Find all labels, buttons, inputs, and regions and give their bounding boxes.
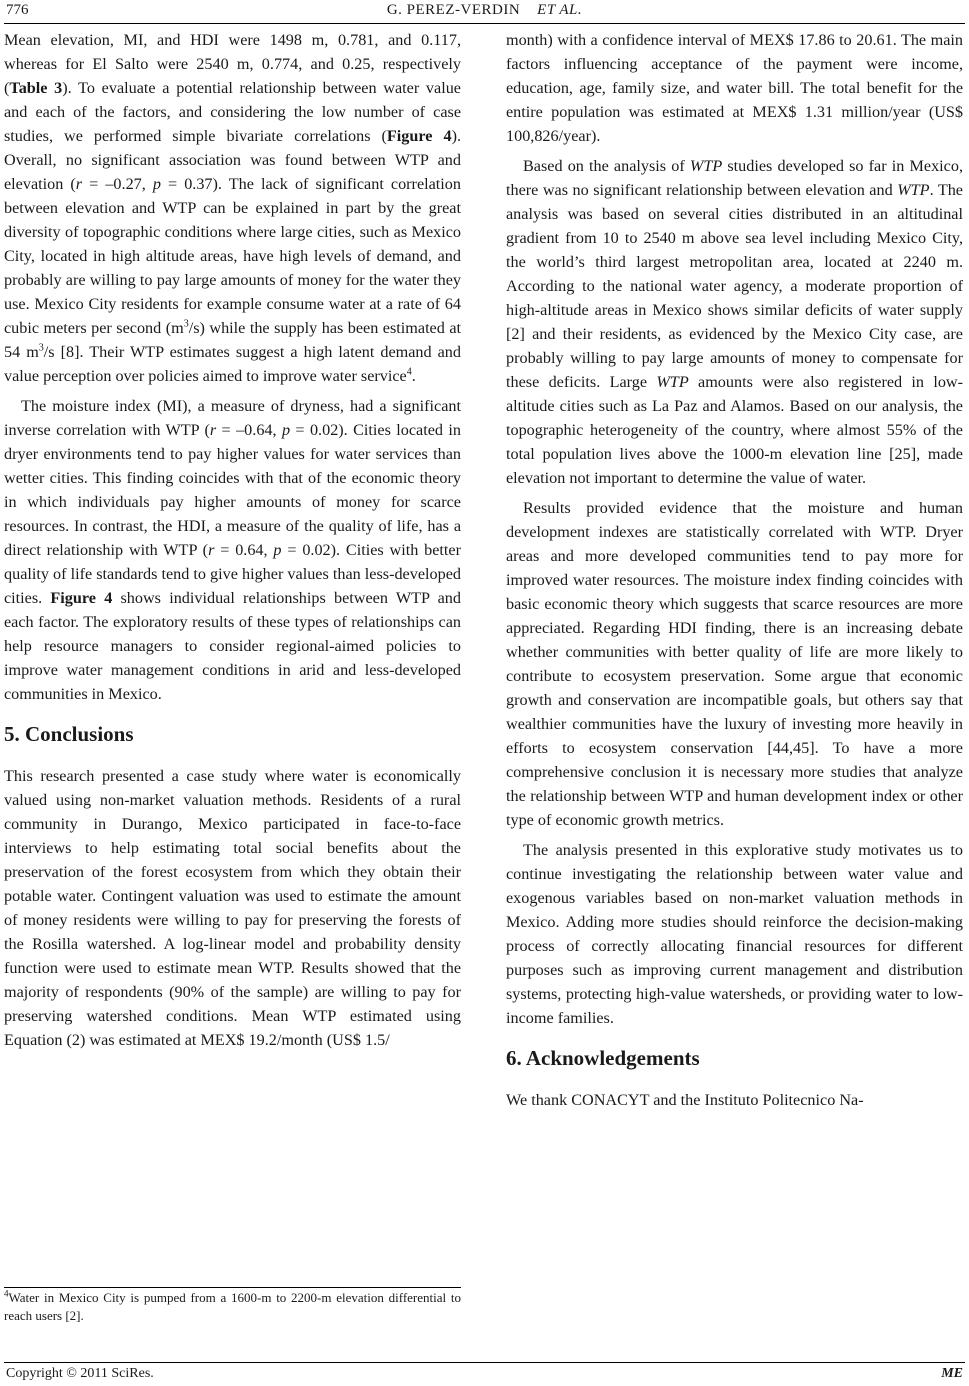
- footer-rule: [4, 1362, 965, 1363]
- running-head-authors: G. PEREZ-VERDIN: [386, 2, 521, 18]
- right-column: [506, 28, 963, 1112]
- journal-abbreviation: ME: [941, 1366, 963, 1381]
- paragraph-explorative: The analysis presented in this explorative study motivates us to continue investigating the relationship between water value and exogenous variables based on non-market valuation methods in Mexico. Adding more studies should reinforce the decision-making process of correctly allocating financial resources for different purposes such as improving current management and distribution systems, protecting high-value watersheds, or providing water to low-income families.: [506, 841, 963, 1027]
- footnote-text: Water in Mexico City is pumped from a 1600-m to 2200-m elevation differential to reach users [2].: [4, 1290, 461, 1323]
- paragraph-correlation: Mean elevation, MI, and HDI were 1498 m, 0.781, and 0.117, whereas for El Salto were 2540 m, 0.774, and 0.25, respectively (Table 3). To evaluate a potential relationship between water value and each of the factors, and considering the low number of case studies, we performed simple bivariate correlations (Figure 4). Overall, no significant association was found between WTP and elevation (r = –0.27, p = 0.37). The lack of significant correlation between elevation and WTP can be explained in part by the great diversity of topographic conditions where large cities, such as Mexico City, located in high altitude areas, have high levels of demand, and probably are willing to pay large amounts of money for the water they use. Mexico City residents for example consume water at a rate of 64 cubic meters per second $(m^3/s)$ while the supply has been estimated at 54 $m^3/s$ [8]. Their WTP estimates suggest a high latent demand and value perception over policies aimed to improve water service$^4$.: [4, 31, 461, 385]
- paragraph-moisture-index: The moisture index (MI), a measure of dryness, had a significant inverse correlation with WTP (r = –0.64, p = 0.02). Cities located in dryer environments tend to pay higher values for water services than wetter cities. This finding coincides with that of the economic theory in which individuals pay higher amounts of money for scarce resources. In contrast, the HDI, a measure of the quality of life, has a direct relationship with WTP (r = 0.64, p = 0.02). Cities with better quality of life standards tend to give higher values than less-developed cities. Figure 4 shows individual relationships between WTP and each factor. The exploratory results of these types of relationships can help resource managers to consider regional-aimed policies to improve water management conditions in arid and less-developed communities in Mexico.: [4, 397, 462, 703]
- heading-acknowledgements: 6. Acknowledgements: [506, 1046, 700, 1070]
- footnote-rule: [4, 1287, 461, 1288]
- running-head: [0, 2, 969, 19]
- paragraph-acknowledgements: We thank CONACYT and the Instituto Politecnico Na-: [506, 1091, 864, 1109]
- header-rule: [4, 23, 965, 24]
- page-header: [0, 0, 969, 26]
- heading-conclusions: 5. Conclusions: [4, 722, 134, 746]
- paragraph-conclusions: This research presented a case study where water is economically valued using non-market valuation methods. Residents of a rural community in Durango, Mexico participated in face-to-face interviews to help estimating total social benefits about the preservation of the forest ecosystem from which they obtain their potable water. Contingent valuation was used to estimate the amount of money residents were willing to pay for preserving the forests of the Rosilla watershed. A log-linear model and probability density function were used to estimate mean WTP. Results showed that the majority of respondents (90% of the sample) are willing to pay for preserving watershed conditions. Mean WTP estimated using Equation (2) was estimated at MEX$ 19.2/month (US$ 1.5/: [4, 767, 461, 1049]
- running-head-et-al: ET AL.: [537, 2, 583, 18]
- paragraph-elevation: Based on the analysis of WTP studies developed so far in Mexico, there was no significant relationship between elevation and WTP. The analysis was based on several cities distributed in an altitudinal gradient from 10 to 2540 m above sea level including Mexico City, the world’s third largest metropolitan area, located at 2240 m. According to the national water agency, a moderate proportion of high-altitude areas in Mexico shows similar deficits of water supply [2] and their residents, as evidenced by the Mexico City case, are probably willing to pay large amounts of money to compensate for these deficits. Large WTP amounts were also registered in low-altitude cities such as La Paz and Alamos. Based on our analysis, the topographic heterogeneity of the country, where almost 55% of the total population lives above the 1000-m elevation line [25], made elevation not important to determine the value of water.: [506, 157, 963, 487]
- paragraph-confidence-interval: month) with a confidence interval of MEX$ 17.86 to 20.61. The main factors influencing acceptance of the payment were income, education, age, family size, and water bill. The total benefit for the entire population was estimated at MEX$ 1.31 million/year (US$ 100,826/year).: [506, 31, 963, 145]
- copyright-notice: Copyright © 2011 SciRes.: [6, 1366, 154, 1381]
- left-column: [4, 28, 461, 1052]
- paragraph-results: Results provided evidence that the moisture and human development indexes are statistically correlated with WTP. Dryer areas and more developed communities tend to pay more for improved water resources. The moisture index finding coincides with basic economic theory which suggests that scarce resources are more appreciated. Regarding HDI finding, there is an increasing debate whether communities with better quality of life are more likely to contribute to ecosystem preservation. Some argue that economic growth and conservation are incompatible goals, but others say that wealthier communities have the luxury of investing more heavily in efforts to ecosystem conservation [44,45]. To have a more comprehensive conclusion it is necessary more studies that analyze the relationship between WTP and human development index or other type of economic growth metrics.: [506, 499, 963, 829]
- footnote: [4, 1289, 461, 1325]
- page-number: 776: [6, 2, 29, 18]
- footnote-mark: 4: [4, 1288, 9, 1299]
